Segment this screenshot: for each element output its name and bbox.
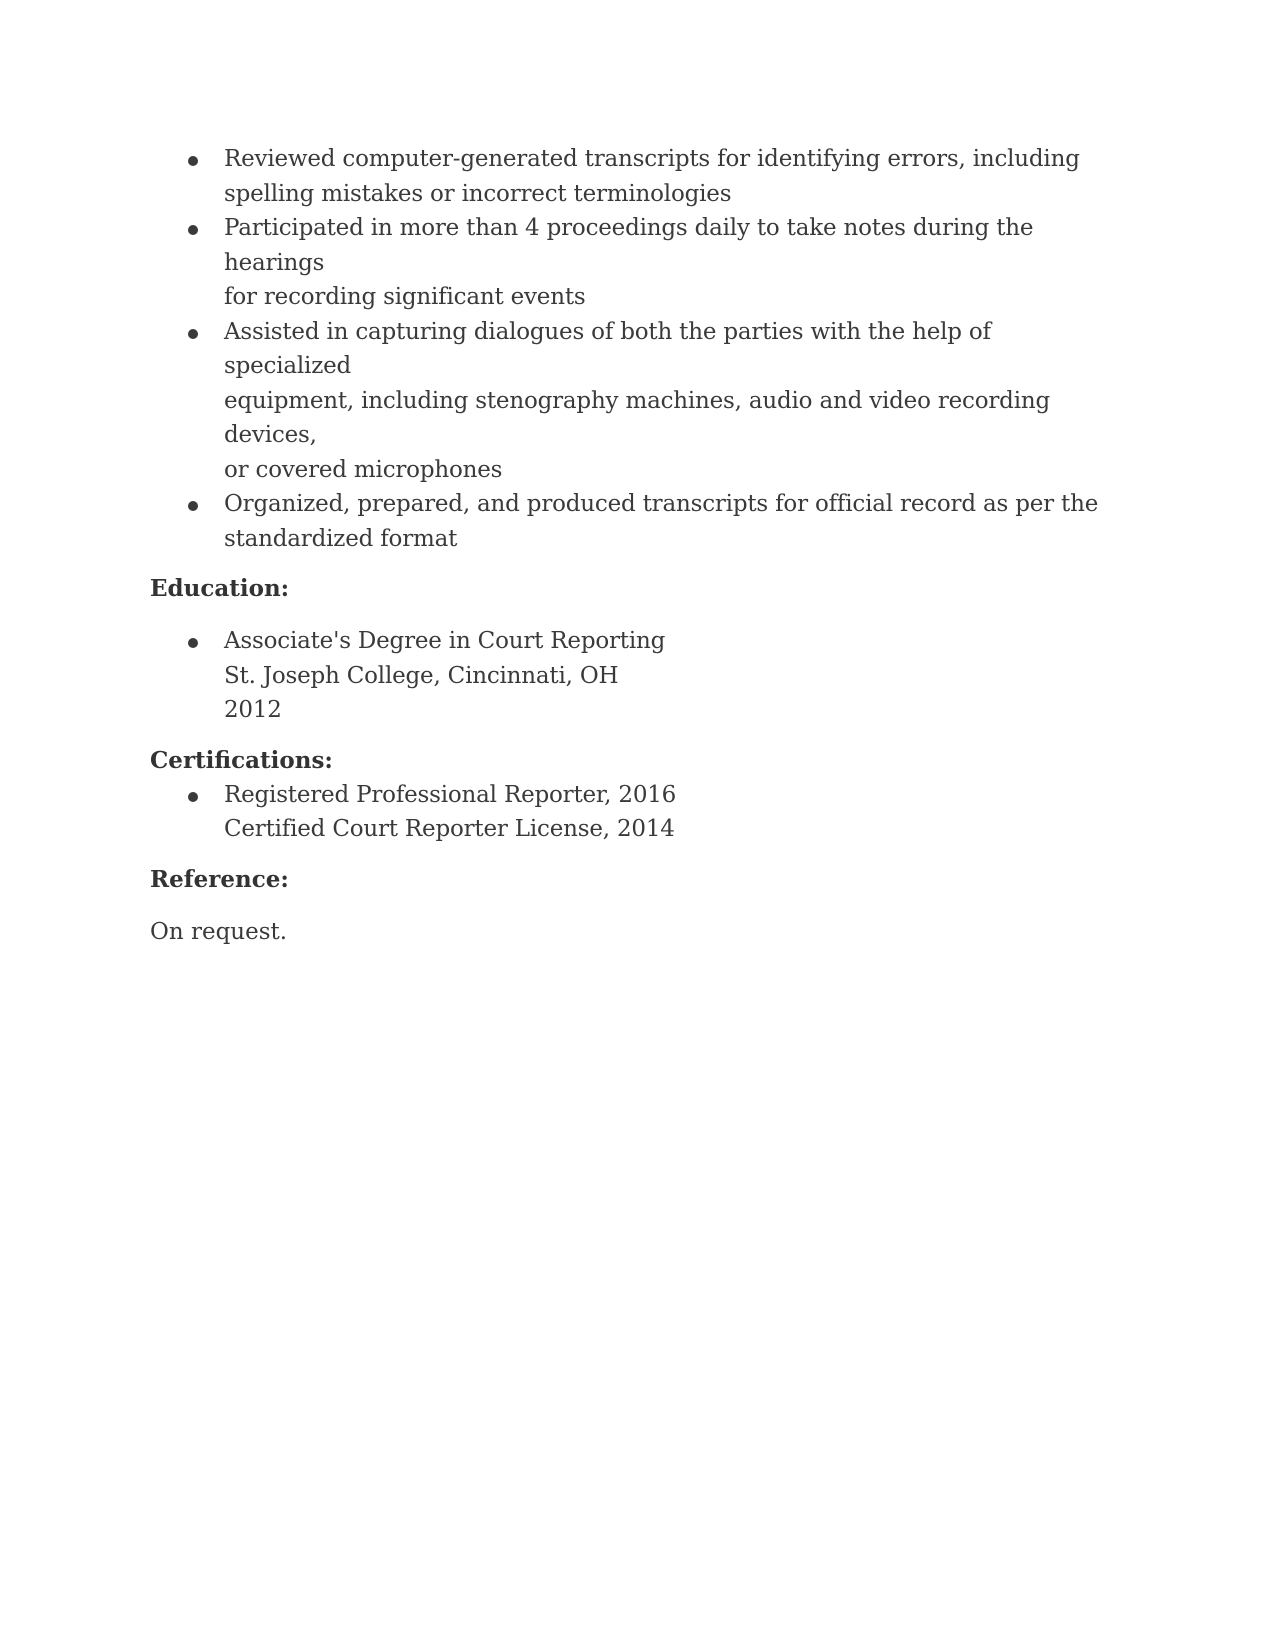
bullet-dot-icon [188,225,198,235]
certification-line: Certified Court Reporter License, 2014 [224,816,675,842]
graduation-year: 2012 [224,697,282,723]
bullet-line: equipment, including stenography machines, audio and video recording devices, [224,387,1050,448]
reference-heading: Reference: [150,865,289,893]
bullet-dot-icon [188,156,198,166]
certifications-list [150,778,1125,847]
bullet-line: for recording significant events [224,284,586,310]
bullet-line: Participated in more than 4 proceedings daily to take notes during the hearings [224,215,1034,276]
school-location: St. Joseph College, Cincinnati, OH [224,662,619,689]
experience-bullet [150,315,1125,488]
certifications-heading: Certifications: [150,746,333,774]
education-heading: Education: [150,575,290,602]
bullet-dot-icon [188,329,198,339]
certification-item [150,778,1125,847]
experience-bullet [150,142,1125,211]
bullet-line: Reviewed computer-generated transcripts for identifying errors, including [224,146,1080,172]
education-item [150,624,1125,728]
degree-name: Associate's Degree in Court Reporting [224,628,666,654]
reference-text: On request. [150,918,288,945]
bullet-line: spelling mistakes or incorrect terminologies [224,180,732,207]
resume-page [150,142,1125,949]
education-list [150,624,1125,728]
bullet-line: Organized, prepared, and produced transcripts for official record as per the [224,491,1099,517]
bullet-dot-icon [188,792,198,802]
experience-list [150,142,1125,556]
bullet-dot-icon [188,501,198,511]
bullet-line: or covered microphones [224,456,503,483]
certification-line: Registered Professional Reporter, 2016 [224,781,677,808]
bullet-line: standardized format [224,525,458,552]
bullet-line: Assisted in capturing dialogues of both the parties with the help of specialized [224,318,991,379]
experience-bullet [150,211,1125,315]
experience-bullet [150,487,1125,556]
bullet-dot-icon [188,638,198,648]
